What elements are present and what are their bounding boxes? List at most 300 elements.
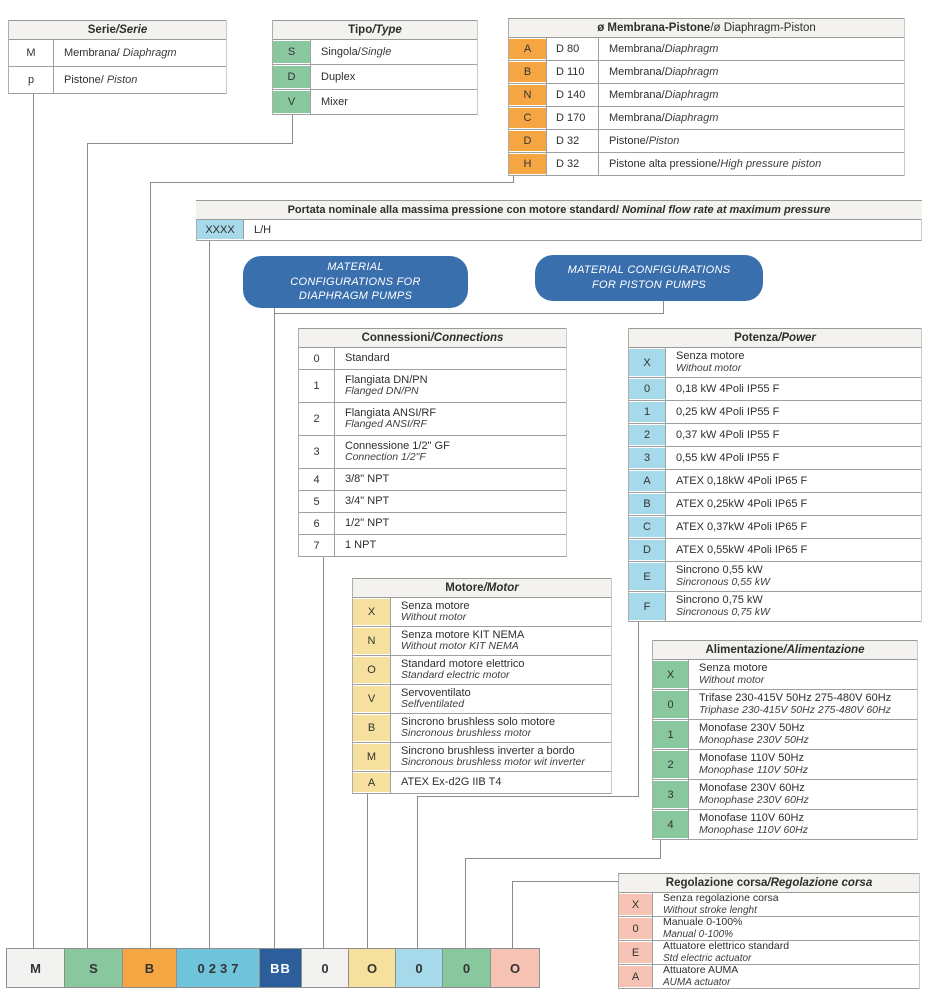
code-value: S — [273, 41, 310, 63]
code-cell — [299, 348, 335, 369]
text-it: Attuatore elettrico standard — [663, 940, 790, 953]
code-value: B — [353, 715, 390, 741]
text-en: Diaphragm — [664, 111, 719, 124]
row-description — [599, 84, 904, 106]
rego-table-header — [619, 873, 919, 893]
row-description — [689, 660, 917, 689]
code-cell — [9, 40, 54, 66]
description-line — [321, 46, 477, 58]
text-en: Std electric actuator — [663, 952, 752, 964]
code-cell — [619, 965, 653, 988]
alim-table-header — [653, 640, 917, 660]
code-value: B — [629, 494, 665, 514]
code-cell — [353, 627, 391, 655]
code-value: 2 — [653, 751, 688, 778]
text-it: Monofase 230V 60Hz — [699, 782, 805, 795]
code-value: H — [509, 154, 546, 174]
code-value: V — [273, 91, 310, 113]
table-row — [653, 720, 917, 750]
size-cell: D 140 — [547, 84, 599, 106]
code-value: 0 — [313, 352, 320, 365]
code-value: D — [273, 66, 310, 88]
text-it: 0,37 kW 4Poli IP55 F — [676, 428, 780, 441]
code-cell — [299, 535, 335, 556]
text-en: Monophase 230V 50Hz — [699, 733, 809, 746]
table-row — [619, 917, 919, 941]
text-en: Diaphragm — [664, 65, 719, 78]
text-it: ATEX 0,55kW 4Poli IP65 F — [676, 543, 808, 556]
code-value: 4 — [653, 811, 688, 838]
code-value: D — [509, 131, 546, 151]
table-row — [509, 84, 904, 107]
code-value: E — [629, 563, 665, 590]
material-config-diaphragm-box: MATERIAL CONFIGURATIONS FOR DIAPHRAGM PUMPS — [243, 256, 468, 308]
code-cell — [653, 750, 689, 779]
text-en: Diaphragm — [122, 46, 177, 59]
table-row — [299, 491, 566, 513]
size-cell: D 32 — [547, 130, 599, 152]
text-en: Selfventilated — [401, 698, 465, 711]
table-row — [299, 535, 566, 557]
table-title-en: /Serie — [115, 24, 148, 36]
table-row — [353, 656, 611, 685]
text-en: Sincronous 0,55 kW — [676, 575, 770, 588]
text-en: AUMA actuator — [663, 976, 731, 988]
row-description — [666, 562, 921, 591]
table-row — [619, 893, 919, 917]
diaphragm-piston-table — [508, 18, 905, 176]
row-description — [666, 401, 921, 423]
code-value: E — [619, 942, 652, 963]
text-it: Attuatore AUMA — [663, 964, 739, 977]
code-segment: M — [7, 949, 65, 987]
row-description — [335, 513, 566, 534]
description-line — [609, 66, 904, 78]
code-value: 0 — [619, 918, 652, 939]
code-segment: O — [349, 949, 396, 987]
code-value: 6 — [313, 517, 320, 530]
text-en: Without motor — [401, 611, 467, 624]
code-cell — [509, 38, 547, 60]
text-en: Diaphragm — [664, 42, 719, 55]
text-it: Manuale 0-100% — [663, 916, 743, 929]
table-row — [629, 562, 921, 592]
text-it: Monofase 230V 50Hz — [699, 722, 805, 735]
table-title-en: /ø Diaphragm-Piston — [710, 22, 816, 34]
description-line — [609, 43, 904, 55]
row-description — [335, 535, 566, 556]
table-row — [273, 65, 477, 90]
row-description — [391, 714, 611, 742]
code-value: V — [353, 686, 390, 712]
description-line — [609, 135, 904, 147]
supply-table — [652, 640, 918, 840]
code-value: 7 — [313, 539, 320, 552]
row-description — [689, 720, 917, 749]
code-cell — [629, 447, 666, 469]
row-description — [689, 810, 917, 839]
code-cell — [509, 107, 547, 129]
row-description — [311, 90, 477, 114]
table-row — [629, 424, 921, 447]
code-cell — [653, 810, 689, 839]
table-row — [353, 743, 611, 772]
code-value: 1 — [313, 380, 320, 392]
table-row — [653, 660, 917, 690]
stroke-adjustment-table — [618, 873, 920, 989]
text-it: ATEX 0,25kW 4Poli IP65 F — [676, 497, 808, 510]
flow-rate-row — [196, 219, 922, 241]
text-en: Triphase 230-415V 50Hz 275-480V 60Hz — [699, 703, 891, 716]
code-cell — [653, 780, 689, 809]
power-table — [628, 328, 922, 622]
table-row — [353, 685, 611, 714]
connector-line — [209, 241, 210, 948]
text-it: Standard motore elettrico — [401, 657, 525, 670]
code-cell — [509, 130, 547, 152]
text-it: 1 NPT — [345, 539, 377, 552]
code-value: X — [653, 661, 688, 688]
code-value: 3 — [653, 781, 688, 808]
table-title-it: Regolazione corsa — [665, 877, 768, 889]
flow-unit-cell: L/H — [254, 223, 272, 236]
code-value: 1 — [653, 721, 688, 748]
row-description — [666, 447, 921, 469]
code-segment: 0 — [302, 949, 349, 987]
row-description — [391, 598, 611, 626]
connector-line — [660, 840, 661, 858]
text-it: 0,18 kW 4Poli IP55 F — [676, 382, 780, 395]
row-description — [666, 539, 921, 561]
code-value: 2 — [629, 425, 665, 445]
table-row — [509, 107, 904, 130]
flow-code-cell: XXXX — [197, 220, 244, 239]
code-value: C — [509, 108, 546, 128]
table-row — [619, 965, 919, 989]
row-description — [54, 40, 226, 66]
text-it: ATEX 0,37kW 4Poli IP65 F — [676, 520, 808, 533]
code-cell — [299, 403, 335, 435]
code-cell — [619, 941, 653, 964]
conn-table-header — [299, 328, 566, 348]
text-en: Manual 0-100% — [663, 928, 734, 940]
code-cell — [653, 720, 689, 749]
text-it: Trifase 230-415V 50Hz 275-480V 60Hz — [699, 692, 892, 705]
table-title-en: /Regolazione corsa — [767, 877, 873, 889]
text-it: Sincrono brushless inverter a bordo — [401, 744, 575, 757]
text-it: Membrana/ — [64, 46, 123, 59]
description-line — [609, 112, 904, 124]
code-value: M — [353, 744, 390, 770]
row-description — [653, 893, 919, 916]
text-it: Singola/ — [321, 45, 361, 58]
table-row — [629, 401, 921, 424]
table-row — [629, 378, 921, 401]
code-value: D — [629, 540, 665, 560]
row-description — [335, 370, 566, 402]
code-cell — [9, 67, 54, 93]
code-cell — [273, 90, 311, 114]
text-en: Sincronous brushless motor wit inverter — [401, 756, 585, 769]
connector-line — [150, 182, 514, 183]
table-row — [629, 447, 921, 470]
description-line — [609, 89, 904, 101]
flow-rate-title-it: Portata nominale alla massima pressione con motore standard/ — [287, 204, 619, 216]
text-it: Monofase 110V 60Hz — [699, 812, 804, 825]
text-it: Membrana/ — [609, 42, 665, 55]
code-value: N — [353, 628, 390, 654]
text-it: Flangiata DN/PN — [345, 373, 428, 386]
code-cell — [299, 513, 335, 534]
size-cell: D 32 — [547, 153, 599, 175]
table-row — [353, 627, 611, 656]
table-title-it: Alimentazione — [705, 644, 784, 656]
code-value: p — [27, 74, 35, 86]
code-cell — [619, 917, 653, 940]
code-cell — [629, 401, 666, 423]
description-line — [64, 47, 226, 59]
code-value: N — [509, 85, 546, 105]
table-title-en: /Alimentazione — [783, 644, 865, 656]
table-title-it: Motore — [445, 582, 484, 594]
table-title-en: /Connections — [430, 332, 504, 344]
text-en: Without stroke lenght — [663, 904, 757, 916]
row-description — [689, 780, 917, 809]
row-description — [311, 40, 477, 64]
code-cell — [509, 84, 547, 106]
table-row — [629, 592, 921, 622]
code-segment: O — [491, 949, 539, 987]
table-row — [353, 772, 611, 794]
code-cell — [273, 65, 311, 89]
text-it: 1/2" NPT — [345, 517, 390, 530]
code-cell — [629, 539, 666, 561]
code-cell — [629, 378, 666, 400]
code-cell — [353, 714, 391, 742]
code-segment: B — [123, 949, 177, 987]
table-title-it: ø Membrana-Pistone — [597, 22, 711, 34]
connector-line — [417, 796, 418, 948]
row-description — [335, 348, 566, 369]
table-row — [509, 38, 904, 61]
text-it: Pistone/ — [609, 134, 649, 147]
code-cell — [353, 685, 391, 713]
code-value: 4 — [313, 473, 320, 486]
text-en: Monophase 110V 50Hz — [699, 763, 808, 776]
code-value: 1 — [629, 402, 665, 422]
code-cell — [629, 562, 666, 591]
row-description — [653, 917, 919, 940]
connector-line — [638, 622, 639, 797]
row-description — [599, 130, 904, 152]
text-en: Monophase 230V 60Hz — [699, 793, 809, 806]
text-en: Flanged ANSI/RF — [345, 418, 427, 431]
row-description — [391, 656, 611, 684]
text-en: Single — [360, 45, 392, 58]
code-cell — [629, 493, 666, 515]
table-row — [9, 67, 226, 94]
code-cell — [509, 153, 547, 175]
code-cell — [353, 743, 391, 771]
table-row — [299, 436, 566, 469]
description-line — [609, 158, 904, 170]
text-it: 3/8" NPT — [345, 473, 390, 486]
code-segment: 0 — [443, 949, 491, 987]
text-it: Mixer — [321, 95, 348, 108]
motor-table — [352, 578, 612, 794]
text-it: Standard — [345, 352, 390, 365]
code-segment: BB — [260, 949, 302, 987]
serie-table — [8, 20, 227, 94]
table-title-en: /Power — [778, 332, 816, 344]
table-row — [629, 470, 921, 493]
text-it: Flangiata ANSI/RF — [345, 406, 437, 419]
table-row — [299, 348, 566, 370]
row-description — [599, 107, 904, 129]
tipo-table-header — [273, 20, 477, 40]
row-description — [391, 627, 611, 655]
text-en: Monophase 110V 60Hz — [699, 823, 808, 836]
row-description — [653, 965, 919, 988]
code-cell — [629, 348, 666, 377]
table-row — [273, 40, 477, 65]
text-it: Sincrono 0,55 kW — [676, 564, 763, 577]
table-row — [629, 493, 921, 516]
code-cell — [353, 598, 391, 626]
code-value: A — [353, 773, 390, 792]
table-row — [629, 516, 921, 539]
connector-line — [87, 143, 88, 948]
tipo-table — [272, 20, 478, 115]
code-value: X — [353, 599, 390, 625]
code-cell — [653, 690, 689, 719]
code-cell — [629, 592, 666, 621]
code-value: F — [629, 593, 665, 620]
text-it: Duplex — [321, 70, 356, 83]
connector-line — [33, 94, 34, 948]
table-row — [653, 690, 917, 720]
code-cell — [629, 424, 666, 446]
connector-line — [150, 182, 151, 948]
serie-table-header — [9, 20, 226, 40]
text-it: Connessione 1/2" GF — [345, 439, 450, 452]
code-cell — [629, 516, 666, 538]
text-it: Membrana/ — [609, 65, 665, 78]
text-it: Senza motore — [699, 662, 768, 675]
connections-table — [298, 328, 567, 557]
text-en: Piston — [648, 134, 680, 147]
flow-rate-header — [196, 200, 922, 220]
text-en: High pressure piston — [720, 157, 822, 170]
table-title-it: Serie — [87, 24, 116, 36]
text-en: Diaphragm — [664, 88, 719, 101]
text-en: Standard electric motor — [401, 669, 510, 682]
example-code-row — [6, 948, 540, 988]
row-description — [335, 436, 566, 468]
code-cell — [299, 370, 335, 402]
code-value: X — [619, 894, 652, 915]
size-cell: D 80 — [547, 38, 599, 60]
code-cell — [509, 61, 547, 83]
code-value: 5 — [313, 495, 320, 508]
row-description — [599, 61, 904, 83]
text-it: Sincrono 0,75 kW — [676, 594, 763, 607]
code-value: A — [509, 39, 546, 59]
text-it: Senza motore KIT NEMA — [401, 628, 525, 641]
row-description — [391, 772, 611, 793]
connector-line — [274, 313, 664, 314]
row-description — [391, 743, 611, 771]
code-cell — [629, 470, 666, 492]
code-value: 0 — [629, 379, 665, 399]
table-row — [299, 403, 566, 436]
row-description — [653, 941, 919, 964]
text-it: ATEX 0,18kW 4Poli IP65 F — [676, 474, 808, 487]
code-segment: S — [65, 949, 123, 987]
text-en: Sincronous brushless motor — [401, 727, 532, 740]
text-it: Pistone alta pressione/ — [609, 157, 721, 170]
text-it: Senza motore — [401, 599, 470, 612]
row-description — [311, 65, 477, 89]
code-value: 3 — [313, 446, 320, 458]
table-title-en: /Motor — [483, 582, 519, 594]
text-it: Sincrono brushless solo motore — [401, 715, 556, 728]
table-row — [653, 750, 917, 780]
table-row — [299, 370, 566, 403]
row-description — [335, 403, 566, 435]
code-cell — [273, 40, 311, 64]
text-en: Without motor KIT NEMA — [401, 640, 519, 653]
code-value: A — [619, 966, 652, 987]
text-en: Piston — [106, 73, 138, 86]
text-it: Servoventilato — [401, 686, 471, 699]
table-row — [629, 539, 921, 562]
table-row — [653, 810, 917, 840]
code-value: 0 — [653, 691, 688, 718]
code-value: B — [509, 62, 546, 82]
row-description — [689, 690, 917, 719]
text-en: Connection 1/2"F — [345, 451, 426, 464]
table-row — [353, 598, 611, 627]
code-value: M — [26, 47, 36, 59]
row-description — [335, 469, 566, 490]
row-description — [666, 592, 921, 621]
text-it: Membrana/ — [609, 111, 665, 124]
text-en: Sincronous 0,75 kW — [676, 605, 770, 618]
text-en: Flanged DN/PN — [345, 385, 419, 398]
row-description — [599, 153, 904, 175]
code-cell — [299, 436, 335, 468]
table-row — [653, 780, 917, 810]
row-description — [666, 378, 921, 400]
text-it: ATEX Ex-d2G IIB T4 — [401, 776, 502, 789]
table-row — [353, 714, 611, 743]
text-it: 0,25 kW 4Poli IP55 F — [676, 405, 780, 418]
row-description — [54, 67, 226, 93]
row-description — [666, 470, 921, 492]
table-row — [619, 941, 919, 965]
code-value: C — [629, 517, 665, 537]
connector-line — [512, 881, 618, 882]
text-it: Membrana/ — [609, 88, 665, 101]
table-title-it: Tipo — [348, 24, 373, 36]
row-description — [689, 750, 917, 779]
table-row — [273, 90, 477, 115]
code-cell — [619, 893, 653, 916]
code-segment: 0237 — [177, 949, 260, 987]
flow-rate-title-en: Nominal flow rate at maximum pressure — [618, 204, 831, 216]
code-value: A — [629, 471, 665, 491]
